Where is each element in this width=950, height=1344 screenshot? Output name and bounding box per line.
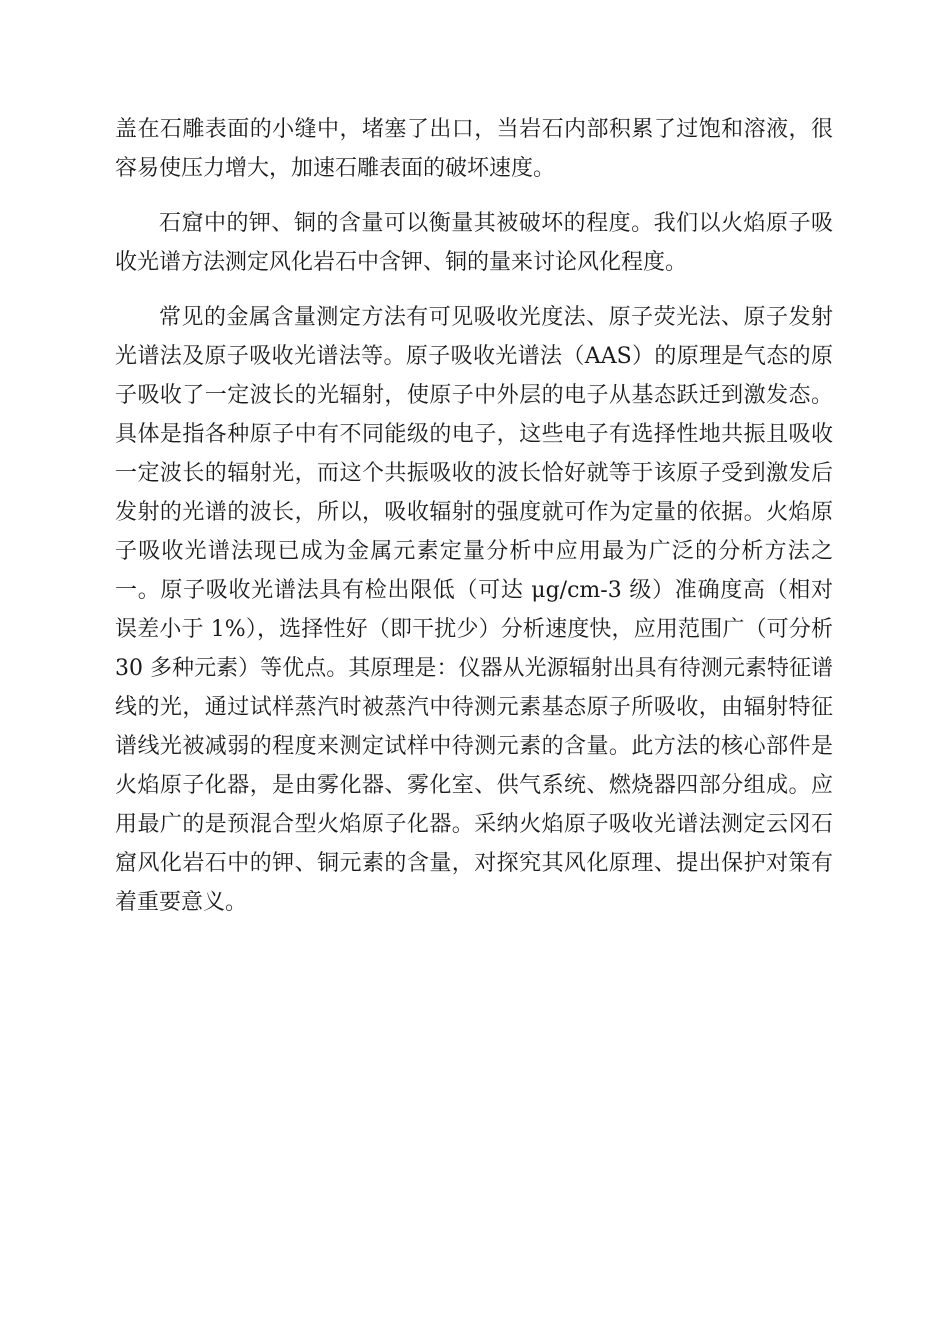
document-body — [115, 110, 833, 938]
paragraph-aas-method: 常见的金属含量测定方法有可见吸收光度法、原子荧光法、原子发射光谱法及原子吸收光谱法等。原子吸收光谱法（AAS）的原理是气态的原子吸收了一定波长的光辐射，使原子中外层的电子从基态跃迁到激发态。具体是指各种原子中有不同能级的电子，这些电子有选择性地共振且吸收一定波长的辐射光，而这个共振吸收的波长恰好就等于该原子受到激发后发射的光谱的波长，所以，吸收辐射的强度就可作为定量的依据。火焰原子吸收光谱法现已成为金属元素定量分析中应用最为广泛的分析方法之一。原子吸收光谱法具有检出限低（可达 μg/cm-3 级）准确度高（相对误差小于 1%），选择性好（即干扰少）分析速度快，应用范围广（可分析 30 多种元素）等优点。其原理是：仪器从光源辐射出具有待测元素特征谱线的光，通过试样蒸汽时被蒸汽中待测元素基态原子所吸收，由辐射特征谱线光被减弱的程度来测定试样中待测元素的含量。此方法的核心部件是火焰原子化器，是由雾化器、雾化室、供气系统、燃烧器四部分组成。应用最广的是预混合型火焰原子化器。采纳火焰原子吸收光谱法测定云冈石窟风化岩石中的钾、铜元素的含量，对探究其风化原理、提出保护对策有着重要意义。 — [115, 305, 833, 915]
paragraph-potassium-copper: 石窟中的钾、铜的含量可以衡量其被破坏的程度。我们以火焰原子吸收光谱方法测定风化岩石中含钾、铜的量来讨论风化程度。 — [115, 211, 833, 275]
paragraph-continuation: 盖在石雕表面的小缝中，堵塞了出口，当岩石内部积累了过饱和溶液，很容易使压力增大，加速石雕表面的破坏速度。 — [115, 117, 833, 181]
